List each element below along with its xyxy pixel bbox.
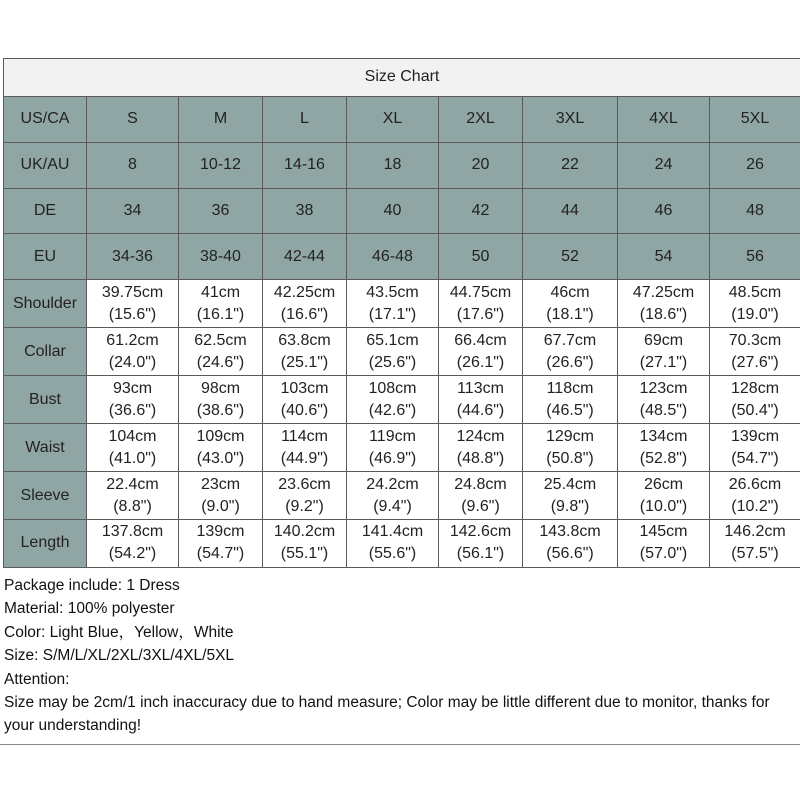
cm-value: 143.8cm: [539, 523, 601, 541]
cm-value: 139cm: [196, 523, 245, 541]
cm-value: 23.6cm: [278, 475, 331, 493]
measurement-cell: [523, 280, 618, 328]
inch-value: (24.0"): [108, 353, 157, 371]
cm-value: 103cm: [280, 379, 329, 397]
inch-value: (15.6"): [108, 305, 157, 323]
measurement-cell: [710, 376, 800, 424]
disclaimer-note: Size may be 2cm/1 inch inaccuracy due to hand measure; Color may be little different due to monitor, thanks for your understanding!: [4, 694, 770, 735]
measurement-cell: [439, 376, 523, 424]
inch-value: (25.6"): [368, 353, 417, 371]
measurement-row: [4, 472, 800, 520]
row-label: Length: [4, 519, 87, 567]
size-cell: 34: [87, 188, 179, 234]
size-cell: S: [87, 96, 179, 142]
inch-value: (18.6"): [639, 305, 688, 323]
inch-value: (48.8"): [456, 449, 505, 467]
measurement-cell: [263, 280, 347, 328]
measurement-cell: [87, 472, 179, 520]
inch-value: (26.6"): [546, 353, 594, 371]
size-chart-table: [3, 58, 800, 568]
cm-value: 44.75cm: [449, 283, 512, 301]
measurement-cell: [618, 376, 710, 424]
inch-value: (41.0"): [108, 449, 157, 467]
inch-value: (56.6"): [546, 545, 594, 563]
row-label: US/CA: [4, 96, 87, 142]
inch-value: (38.6"): [196, 401, 245, 419]
measurement-cell: [263, 424, 347, 472]
measurement-cell: [618, 424, 710, 472]
row-label: Bust: [4, 376, 87, 424]
size-cell: 44: [523, 188, 618, 234]
measurement-cell: [347, 328, 439, 376]
cm-value: 41cm: [200, 283, 241, 301]
cm-value: 70.3cm: [728, 331, 782, 349]
measurement-cell: [439, 424, 523, 472]
cm-value: 104cm: [108, 427, 157, 445]
cm-value: 93cm: [112, 379, 153, 397]
size-cell: 52: [523, 234, 618, 280]
row-label: EU: [4, 234, 87, 280]
measurement-cell: [179, 472, 263, 520]
size-cell: 42-44: [263, 234, 347, 280]
row-label: DE: [4, 188, 87, 234]
cm-value: 26.6cm: [728, 475, 782, 493]
cm-value: 119cm: [369, 427, 416, 445]
measurement-cell: [263, 376, 347, 424]
cm-value: 134cm: [639, 427, 688, 445]
inch-value: (18.1"): [546, 305, 594, 323]
cm-value: 145cm: [639, 523, 688, 541]
measurement-cell: [710, 424, 800, 472]
size-note: Size: S/M/L/XL/2XL/3XL/4XL/5XL: [4, 647, 235, 665]
measurement-cell: [523, 424, 618, 472]
inch-value: (44.6"): [456, 401, 505, 419]
package-note: Package include: 1 Dress: [4, 577, 180, 594]
row-label: UK/AU: [4, 142, 87, 188]
size-cell: 46-48: [347, 234, 439, 280]
cm-value: 22.4cm: [106, 475, 159, 493]
inch-value: (54.7"): [731, 449, 779, 467]
cm-value: 109cm: [196, 427, 245, 445]
cm-value: 129cm: [545, 427, 595, 445]
inch-value: (16.1"): [196, 305, 245, 323]
inch-value: (55.6"): [368, 545, 417, 563]
inch-value: (54.7"): [196, 545, 245, 563]
cm-value: 67.7cm: [543, 331, 597, 349]
size-cell: 14-16: [263, 142, 347, 188]
inch-value: (25.1"): [280, 353, 329, 371]
cm-value: 24.8cm: [454, 475, 507, 493]
measurement-cell: [87, 328, 179, 376]
measurement-cell: [618, 519, 710, 567]
cm-value: 140.2cm: [273, 523, 336, 541]
row-label: Waist: [4, 424, 87, 472]
size-cell: 5XL: [710, 96, 800, 142]
cm-value: 48.5cm: [728, 283, 782, 301]
row-label: Sleeve: [4, 472, 87, 520]
measurement-cell: [439, 472, 523, 520]
product-notes: [4, 574, 798, 738]
inch-value: (17.6"): [456, 305, 505, 323]
chart-title: Size Chart: [4, 59, 800, 97]
inch-value: (9.2"): [285, 497, 324, 515]
cm-value: 108cm: [368, 379, 417, 397]
attention-note: Attention:: [4, 670, 70, 688]
cm-value: 26cm: [643, 475, 684, 493]
inch-value: (26.1"): [456, 353, 505, 371]
measurement-cell: [618, 472, 710, 520]
cm-value: 23cm: [200, 475, 241, 493]
cm-value: 124cm: [456, 427, 505, 445]
inch-value: (50.4"): [731, 401, 779, 419]
cm-value: 142.6cm: [449, 523, 512, 541]
measurement-cell: [263, 519, 347, 567]
size-cell: 36: [179, 188, 263, 234]
size-cell: 46: [618, 188, 710, 234]
inch-value: (27.1"): [639, 353, 688, 371]
size-cell: 54: [618, 234, 710, 280]
measurement-cell: [347, 280, 439, 328]
size-cell: 42: [439, 188, 523, 234]
measurement-cell: [179, 376, 263, 424]
measurement-cell: [87, 376, 179, 424]
material-note: Material: 100% polyester: [4, 600, 175, 618]
size-cell: 24: [618, 142, 710, 188]
measurement-cell: [710, 472, 800, 520]
measurement-row: [4, 328, 800, 376]
inch-value: (10.0"): [639, 497, 688, 515]
size-cell: 4XL: [618, 96, 710, 142]
inch-value: (46.5"): [546, 401, 594, 419]
cm-value: 113cm: [457, 379, 504, 397]
inch-value: (56.1"): [456, 545, 505, 563]
size-cell: 34-36: [87, 234, 179, 280]
inch-value: (42.6"): [368, 401, 417, 419]
measurement-cell: [263, 472, 347, 520]
size-cell: 38-40: [179, 234, 263, 280]
size-cell: 20: [439, 142, 523, 188]
measurement-cell: [710, 280, 800, 328]
cm-value: 46cm: [550, 283, 590, 301]
inch-value: (9.0"): [201, 497, 240, 515]
measurement-cell: [87, 424, 179, 472]
size-cell: 8: [87, 142, 179, 188]
size-chart: [3, 58, 800, 568]
size-cell: 38: [263, 188, 347, 234]
measurement-cell: [179, 280, 263, 328]
cm-value: 43.5cm: [366, 283, 419, 301]
cm-value: 139cm: [731, 427, 780, 445]
size-system-row: [4, 96, 800, 142]
cm-value: 42.25cm: [273, 283, 336, 301]
size-system-row: [4, 234, 800, 280]
measurement-cell: [439, 328, 523, 376]
measurement-cell: [179, 328, 263, 376]
cm-value: 62.5cm: [194, 331, 247, 349]
inch-value: (40.6"): [280, 401, 329, 419]
cm-value: 24.2cm: [366, 475, 419, 493]
color-note: Color: Light Blue，Yellow，White: [4, 623, 234, 641]
cm-value: 63.8cm: [278, 331, 331, 349]
measurement-row: [4, 280, 800, 328]
cm-value: 123cm: [639, 379, 688, 397]
inch-value: (57.5"): [731, 545, 779, 563]
measurement-cell: [523, 328, 618, 376]
size-cell: 50: [439, 234, 523, 280]
measurement-cell: [523, 376, 618, 424]
cm-value: 66.4cm: [454, 331, 507, 349]
size-cell: 40: [347, 188, 439, 234]
inch-value: (57.0"): [639, 545, 688, 563]
measurement-cell: [439, 519, 523, 567]
measurement-row: [4, 424, 800, 472]
inch-value: (8.8"): [113, 497, 152, 515]
inch-value: (36.6"): [108, 401, 157, 419]
size-cell: L: [263, 96, 347, 142]
inch-value: (43.0"): [196, 449, 245, 467]
inch-value: (52.8"): [639, 449, 688, 467]
size-system-row: [4, 142, 800, 188]
measurement-cell: [87, 519, 179, 567]
inch-value: (50.8"): [546, 449, 594, 467]
cm-value: 65.1cm: [366, 331, 419, 349]
inch-value: (27.6"): [731, 353, 779, 371]
cm-value: 118cm: [546, 379, 594, 397]
inch-value: (48.5"): [639, 401, 688, 419]
size-cell: 2XL: [439, 96, 523, 142]
row-label: Collar: [4, 328, 87, 376]
size-cell: M: [179, 96, 263, 142]
measurement-cell: [179, 424, 263, 472]
measurement-cell: [347, 519, 439, 567]
measurement-row: [4, 376, 800, 424]
inch-value: (44.9"): [280, 449, 329, 467]
cm-value: 47.25cm: [632, 283, 695, 301]
inch-value: (9.4"): [373, 497, 412, 515]
inch-value: (10.2"): [731, 497, 779, 515]
row-label: Shoulder: [4, 280, 87, 328]
cm-value: 39.75cm: [101, 283, 164, 301]
inch-value: (17.1"): [368, 305, 417, 323]
cm-value: 98cm: [200, 379, 241, 397]
measurement-cell: [618, 328, 710, 376]
inch-value: (24.6"): [196, 353, 245, 371]
measurement-cell: [439, 280, 523, 328]
cm-value: 25.4cm: [543, 475, 597, 493]
measurement-cell: [523, 519, 618, 567]
inch-value: (19.0"): [731, 305, 779, 323]
measurement-cell: [710, 328, 800, 376]
size-cell: 3XL: [523, 96, 618, 142]
cm-value: 137.8cm: [101, 523, 164, 541]
measurement-cell: [523, 472, 618, 520]
size-cell: XL: [347, 96, 439, 142]
inch-value: (9.8"): [550, 497, 590, 515]
cm-value: 69cm: [643, 331, 684, 349]
size-cell: 10-12: [179, 142, 263, 188]
inch-value: (16.6"): [280, 305, 329, 323]
bottom-divider: [0, 744, 800, 745]
size-cell: 56: [710, 234, 800, 280]
inch-value: (54.2"): [108, 545, 157, 563]
measurement-row: [4, 519, 800, 567]
size-cell: 48: [710, 188, 800, 234]
title-row: [4, 59, 800, 97]
inch-value: (46.9"): [368, 449, 417, 467]
cm-value: 61.2cm: [106, 331, 159, 349]
size-cell: 26: [710, 142, 800, 188]
size-cell: 22: [523, 142, 618, 188]
measurement-cell: [87, 280, 179, 328]
inch-value: (55.1"): [280, 545, 329, 563]
cm-value: 128cm: [731, 379, 780, 397]
inch-value: (9.6"): [461, 497, 500, 515]
measurement-cell: [263, 328, 347, 376]
measurement-cell: [347, 424, 439, 472]
size-cell: 18: [347, 142, 439, 188]
measurement-cell: [179, 519, 263, 567]
measurement-cell: [710, 519, 800, 567]
cm-value: 114cm: [281, 427, 328, 445]
measurement-cell: [347, 376, 439, 424]
size-system-row: [4, 188, 800, 234]
cm-value: 141.4cm: [361, 523, 424, 541]
cm-value: 146.2cm: [724, 523, 786, 541]
measurement-cell: [618, 280, 710, 328]
measurement-cell: [347, 472, 439, 520]
